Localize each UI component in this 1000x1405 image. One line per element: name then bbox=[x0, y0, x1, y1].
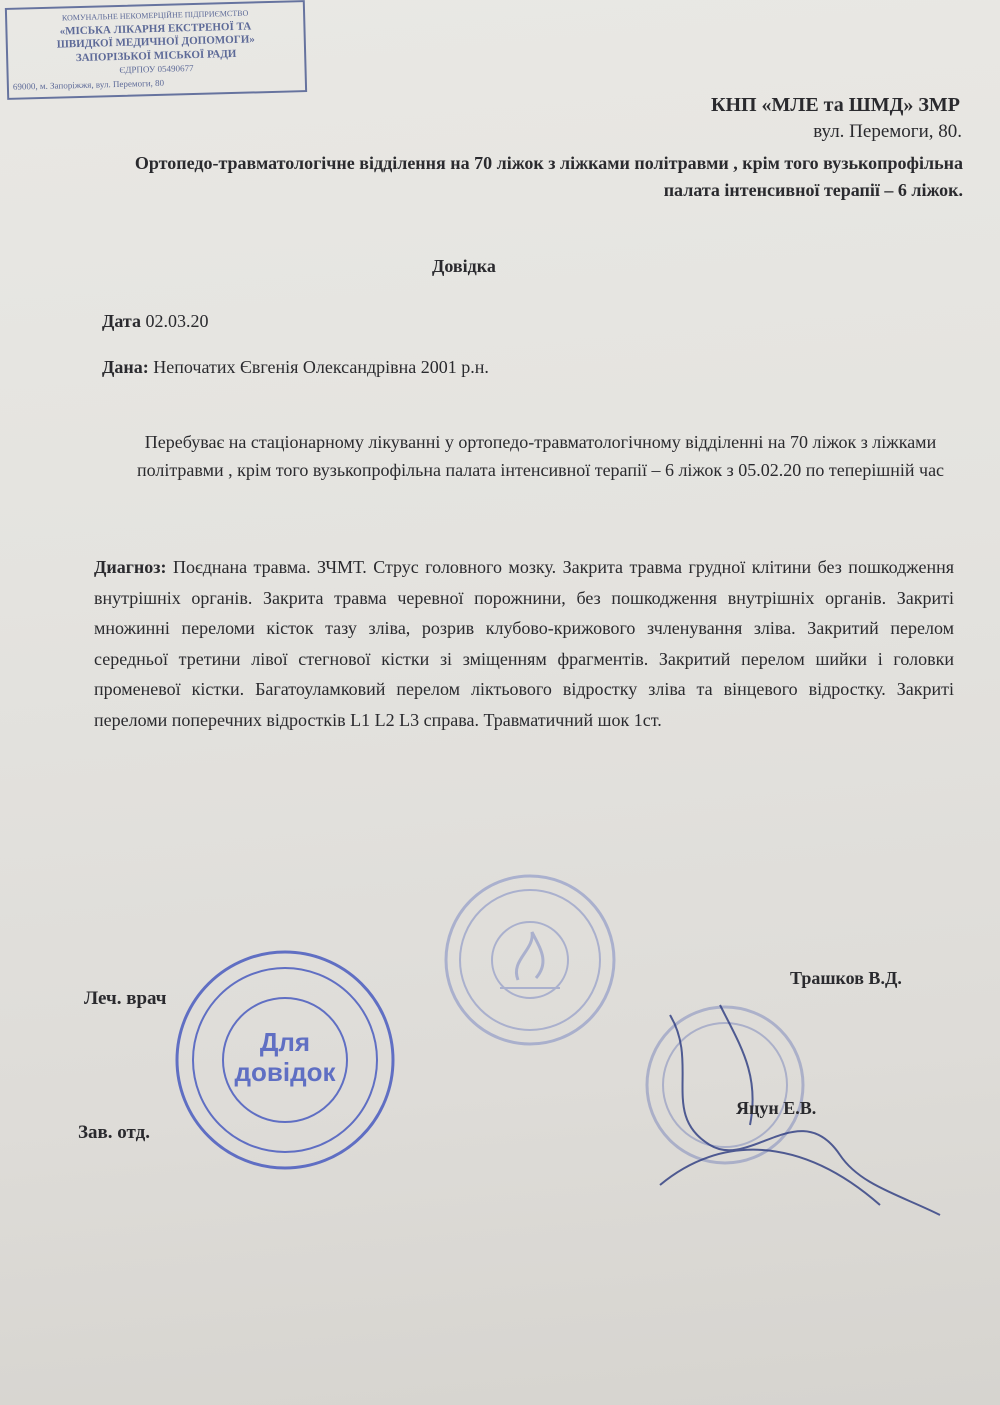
corner-stamp-line4: ЗАПОРІЗЬКОЇ МІСЬКОЇ РАДИ bbox=[75, 47, 237, 64]
hospital-stay-text: Перебуває на стаціонарному лікуванні у ортопедо-травматологічному відділенні на 70 ліжок з ліжками політравми , крім того вузькопрофільна палата інтенсивної терапії – 6 ліжок з 05.02.20 по теперішній час bbox=[136, 432, 945, 480]
header-address: вул. Перемоги, 80. bbox=[813, 121, 962, 142]
corner-stamp-line1: КОМУНАЛЬНЕ НЕКОМЕРЦІЙНЕ ПІДПРИЄМСТВО bbox=[61, 8, 249, 23]
header-organization: КНП «МЛЕ та ШМД» ЗМР bbox=[710, 94, 960, 116]
diagnosis-label: Диагноз: bbox=[94, 557, 167, 577]
attending-doctor-label: Леч. врач bbox=[84, 988, 167, 1009]
signatory-name-2: Яцун Е.В. bbox=[736, 1098, 817, 1118]
corner-stamp-line5: ЄДРПОУ 05490677 bbox=[119, 63, 194, 75]
issued-value: Непочатих Євгенія Олександрівна 2001 р.н. bbox=[153, 357, 489, 377]
issued-label: Дана: bbox=[102, 357, 149, 377]
diagnosis-text: Поєднана травма. ЗЧМТ. Струс головного мозку. Закрита травма грудної клітини без пошкодження внутрішніх органів. Закрита травма черевної порожнини, без пошкодження внутрішніх органів. Закриті множинні переломи кісток тазу зліва, розрив клубово-крижового зчленування зліва. Закритий перелом середньої третини лівої стегнової кістки зі зміщенням фрагментів. Закритий перелом шийки і головки променевої кістки. Багатоуламковий перелом ліктьового відростку зліва та вінцевого відростку. Закриті переломи поперечних відростків L1 L2 L3 справа. Травматичний шок 1ст. bbox=[94, 557, 955, 730]
diagnosis-block bbox=[94, 552, 954, 735]
document-title: Довідка bbox=[432, 256, 496, 276]
issued-to-row bbox=[102, 357, 489, 378]
corner-stamp-line2: «МІСЬКА ЛІКАРНЯ ЕКСТРЕНОЇ ТА bbox=[59, 20, 252, 38]
signatory-name-1: Трашков В.Д. bbox=[790, 968, 902, 988]
corner-stamp-line3: ШВИДКОЇ МЕДИЧНОЇ ДОПОМОГИ» bbox=[56, 33, 255, 51]
date-row bbox=[102, 311, 208, 332]
date-label: Дата bbox=[102, 311, 141, 331]
corner-stamp-line6: 69000, м. Запоріжжя, вул. Перемоги, 80 bbox=[12, 77, 165, 92]
department-head-label: Зав. отд. bbox=[78, 1122, 150, 1143]
institution-corner-stamp bbox=[5, 0, 307, 100]
seal-center-line1: Для bbox=[259, 1027, 311, 1057]
date-value: 02.03.20 bbox=[145, 311, 209, 331]
department-round-seal bbox=[440, 870, 620, 1050]
official-round-seal bbox=[170, 945, 400, 1175]
department-heading: Ортопедо-травматологічне відділення на 70 ліжок з ліжками політравми , крім того вузькопрофільна палата інтенсивної терапії – 6 ліжок. bbox=[134, 153, 963, 200]
seal-center-line2: довідок bbox=[234, 1057, 336, 1087]
